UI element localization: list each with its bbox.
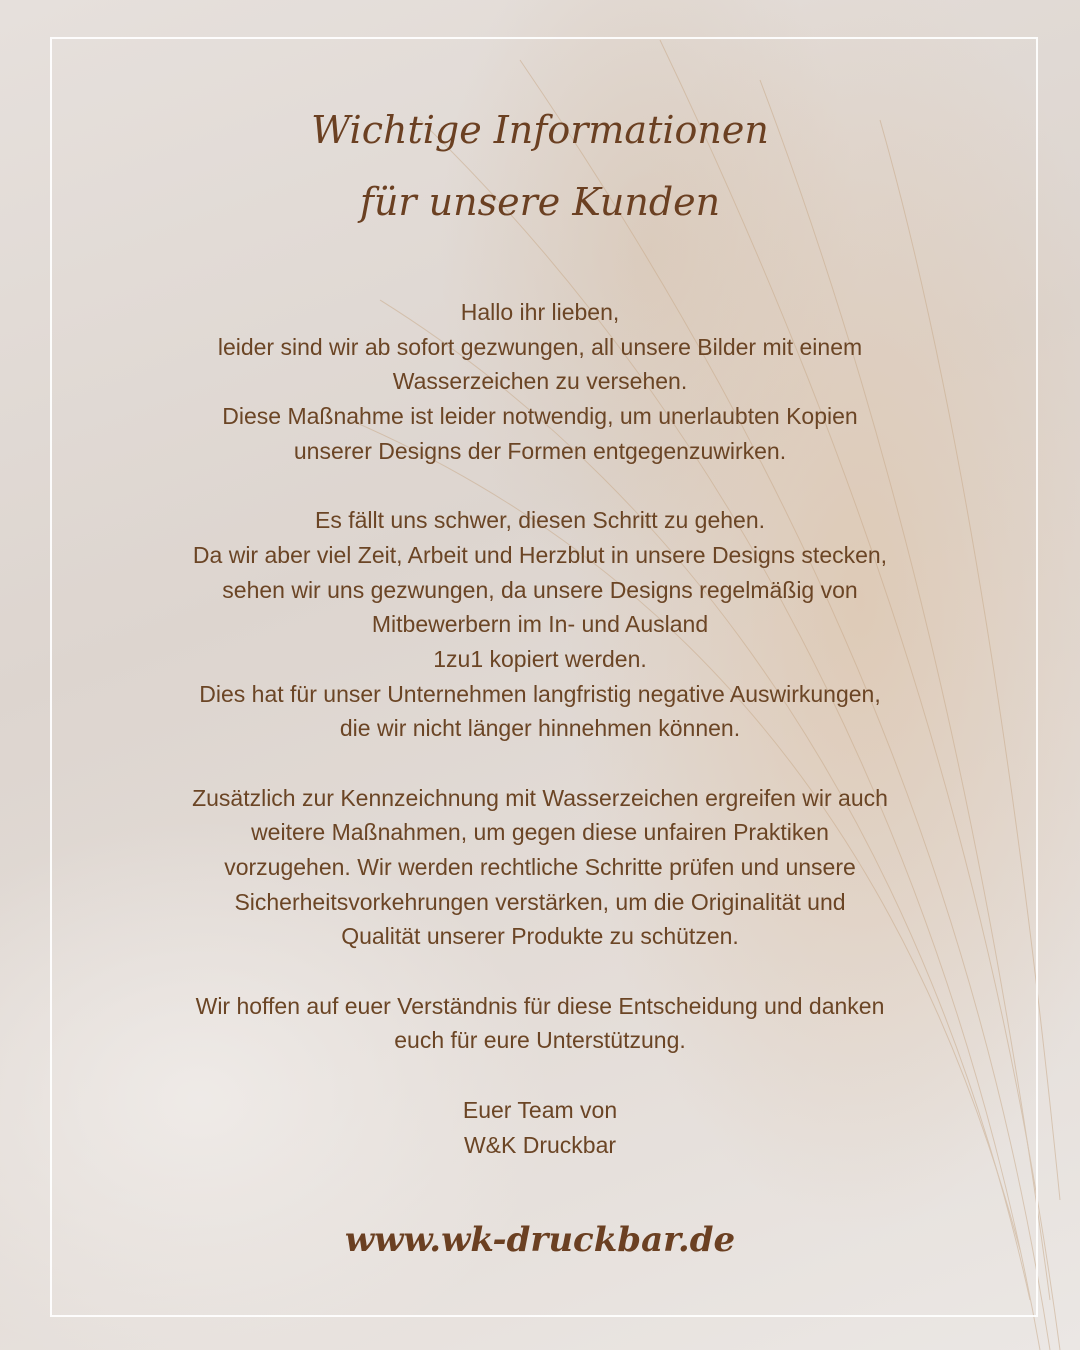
text-line: sehen wir uns gezwungen, da unsere Designs regelmäßig von [222, 576, 858, 603]
paragraph-gap [0, 468, 1080, 503]
text-line: Diese Maßnahme ist leider notwendig, um unerlaubten Kopien [222, 403, 858, 430]
text-line: Es fällt uns schwer, diesen Schritt zu gehen. [314, 507, 766, 534]
text-line: Dies hat für unser Unternehmen langfristig negative Auswirkungen, [199, 680, 881, 707]
paragraph-gap [0, 1058, 1080, 1093]
text-line: Sicherheitsvorkehrungen verstärken, um die Originalität und [234, 888, 846, 915]
text-line: 1zu1 kopiert werden. [433, 645, 647, 672]
text-line: Da wir aber viel Zeit, Arbeit und Herzblut in unsere Designs stecken, [192, 541, 888, 568]
paragraph-gap [0, 954, 1080, 989]
title-line-2: für unsere Kunden [359, 180, 721, 224]
website-link[interactable]: www.wk-druckbar.de [344, 1220, 736, 1260]
text-line: weitere Maßnahmen, um gegen diese unfairen Praktiken [251, 819, 829, 846]
text-line: Wasserzeichen zu versehen. [392, 368, 688, 395]
text-line: euch für eure Unterstützung. [394, 1027, 686, 1054]
text-line: W&K Druckbar [463, 1131, 617, 1158]
text-line: Euer Team von [462, 1096, 618, 1123]
text-line: Zusätzlich zur Kennzeichnung mit Wasserzeichen ergreifen wir auch [192, 784, 888, 811]
text-line: die wir nicht länger hinnehmen können. [339, 715, 741, 742]
paragraph-gap [0, 746, 1080, 781]
text-line: unserer Designs der Formen entgegenzuwirken. [293, 437, 787, 464]
title-line-1: Wichtige Informationen [311, 108, 769, 152]
message-body [0, 295, 1080, 1162]
text-line: Hallo ihr lieben, [460, 299, 620, 325]
text-line: vorzugehen. Wir werden rechtliche Schritte prüfen und unsere [224, 854, 856, 880]
text-line: Qualität unserer Produkte zu schützen. [341, 923, 739, 950]
text-line: Wir hoffen auf euer Verständnis für diese Entscheidung und danken [195, 992, 885, 1019]
text-line: leider sind wir ab sofort gezwungen, all unsere Bilder mit einem [217, 333, 863, 360]
text-line: Mitbewerbern im In- und Ausland [371, 611, 709, 638]
